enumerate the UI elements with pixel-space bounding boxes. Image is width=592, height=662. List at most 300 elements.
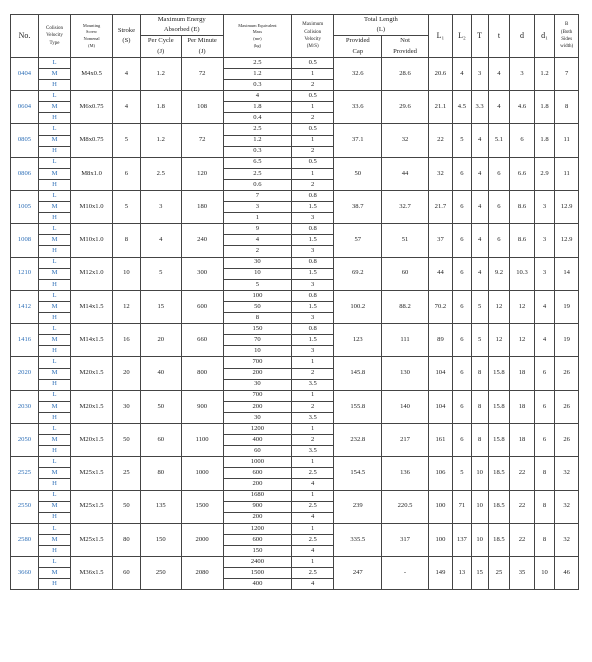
max-colision-velocity: 1.5 <box>292 235 334 246</box>
dim-d1: 6 <box>534 423 554 456</box>
max-colision-velocity: 0.8 <box>292 257 334 268</box>
max-colision-velocity: 1 <box>292 523 334 534</box>
velocity-type: L <box>38 157 70 168</box>
dim-d1: 4 <box>534 290 554 323</box>
table-row <box>11 457 579 468</box>
mounting-screw: M8x0.75 <box>71 124 113 157</box>
stroke: 50 <box>112 423 140 456</box>
velocity-type: M <box>38 135 70 146</box>
mounting-screw: M25x1.5 <box>71 490 113 523</box>
max-colision-velocity: 3 <box>292 213 334 224</box>
dim-t: 9.2 <box>488 257 509 290</box>
dim-d1: 6 <box>534 357 554 390</box>
header-screw: Mounting Screw Nomenal (M) <box>71 15 113 58</box>
length-not-provided: 32.7 <box>382 191 428 224</box>
stroke: 20 <box>112 357 140 390</box>
header-mass: Maximum Equivalent Mass (me) (kg) <box>223 15 292 58</box>
table-row <box>11 390 579 401</box>
mounting-screw: M20x1.5 <box>71 357 113 390</box>
dim-T: 4 <box>471 224 488 257</box>
dim-l1: 106 <box>428 457 453 490</box>
max-equivalent-mass: 900 <box>223 501 292 512</box>
mounting-screw: M12x1.0 <box>71 257 113 290</box>
dim-d: 8.6 <box>510 191 535 224</box>
max-colision-velocity: 1 <box>292 390 334 401</box>
max-equivalent-mass: 150 <box>223 324 292 335</box>
length-provided-cap: 100.2 <box>334 290 382 323</box>
length-not-provided: 140 <box>382 390 428 423</box>
dim-d: 12 <box>510 290 535 323</box>
header-per-minute: Per Minute (J) <box>181 36 223 57</box>
mounting-screw: M8x1.0 <box>71 157 113 190</box>
dim-d: 22 <box>510 523 535 556</box>
max-colision-velocity: 3 <box>292 279 334 290</box>
max-equivalent-mass: 7 <box>223 191 292 202</box>
model-number: 0806 <box>11 157 39 190</box>
energy-per-cycle: 20 <box>140 324 181 357</box>
dim-l2: 137 <box>453 523 471 556</box>
length-provided-cap: 38.7 <box>334 191 382 224</box>
velocity-type: H <box>38 246 70 257</box>
dim-d: 6.6 <box>510 157 535 190</box>
velocity-type: L <box>38 124 70 135</box>
max-equivalent-mass: 700 <box>223 390 292 401</box>
dim-T: 8 <box>471 423 488 456</box>
velocity-type: H <box>38 579 70 590</box>
length-not-provided: - <box>382 557 428 590</box>
header-no: No. <box>11 15 39 58</box>
stroke: 80 <box>112 523 140 556</box>
max-colision-velocity: 2.5 <box>292 501 334 512</box>
dim-l1: 32 <box>428 157 453 190</box>
energy-per-minute: 800 <box>181 357 223 390</box>
dim-l1: 104 <box>428 390 453 423</box>
dim-d1: 4 <box>534 324 554 357</box>
max-equivalent-mass: 50 <box>223 301 292 312</box>
dim-l2: 13 <box>453 557 471 590</box>
length-not-provided: 220.5 <box>382 490 428 523</box>
dim-t: 6 <box>488 191 509 224</box>
max-equivalent-mass: 6.5 <box>223 157 292 168</box>
dim-l2: 6 <box>453 191 471 224</box>
shock-absorber-spec-table <box>10 14 579 590</box>
stroke: 30 <box>112 390 140 423</box>
dim-b: 32 <box>555 457 579 490</box>
energy-per-cycle: 250 <box>140 557 181 590</box>
dim-d1: 3 <box>534 191 554 224</box>
dim-t: 6 <box>488 157 509 190</box>
max-colision-velocity: 1 <box>292 423 334 434</box>
dim-d: 4.6 <box>510 91 535 124</box>
dim-d1: 1.8 <box>534 124 554 157</box>
header-d1: d₁ <box>534 15 554 58</box>
length-provided-cap: 50 <box>334 157 382 190</box>
max-colision-velocity: 1 <box>292 357 334 368</box>
max-equivalent-mass: 1200 <box>223 423 292 434</box>
length-not-provided: 28.6 <box>382 57 428 90</box>
length-not-provided: 130 <box>382 357 428 390</box>
header-type: Colision Velocity Type <box>38 15 70 58</box>
velocity-type: H <box>38 446 70 457</box>
model-number: 1210 <box>11 257 39 290</box>
dim-b: 32 <box>555 523 579 556</box>
dim-T: 10 <box>471 457 488 490</box>
velocity-type: M <box>38 102 70 113</box>
header-per-cycle: Per Cycle (J) <box>140 36 181 57</box>
mounting-screw: M25x1.5 <box>71 523 113 556</box>
velocity-type: M <box>38 301 70 312</box>
max-equivalent-mass: 200 <box>223 512 292 523</box>
dim-l1: 21.1 <box>428 91 453 124</box>
dim-l1: 104 <box>428 357 453 390</box>
length-not-provided: 88.2 <box>382 290 428 323</box>
dim-T: 15 <box>471 557 488 590</box>
max-equivalent-mass: 10 <box>223 346 292 357</box>
max-colision-velocity: 0.8 <box>292 324 334 335</box>
dim-b: 11 <box>555 124 579 157</box>
max-colision-velocity: 2 <box>292 435 334 446</box>
velocity-type: L <box>38 490 70 501</box>
energy-per-cycle: 1.2 <box>140 124 181 157</box>
max-colision-velocity: 0.8 <box>292 191 334 202</box>
length-provided-cap: 57 <box>334 224 382 257</box>
velocity-type: M <box>38 501 70 512</box>
dim-t: 5.1 <box>488 124 509 157</box>
dim-l2: 71 <box>453 490 471 523</box>
max-colision-velocity: 2.5 <box>292 568 334 579</box>
energy-per-cycle: 1.8 <box>140 91 181 124</box>
velocity-type: H <box>38 379 70 390</box>
dim-d1: 1.8 <box>534 91 554 124</box>
max-equivalent-mass: 200 <box>223 479 292 490</box>
max-colision-velocity: 2 <box>292 80 334 91</box>
dim-T: 4 <box>471 191 488 224</box>
dim-l2: 5 <box>453 124 471 157</box>
max-colision-velocity: 1 <box>292 457 334 468</box>
dim-l2: 6 <box>453 224 471 257</box>
stroke: 5 <box>112 124 140 157</box>
dim-l1: 149 <box>428 557 453 590</box>
energy-per-minute: 2080 <box>181 557 223 590</box>
velocity-type: L <box>38 257 70 268</box>
max-colision-velocity: 1.5 <box>292 202 334 213</box>
table-row <box>11 490 579 501</box>
mounting-screw: M20x1.5 <box>71 423 113 456</box>
energy-per-cycle: 3 <box>140 191 181 224</box>
max-colision-velocity: 3.5 <box>292 446 334 457</box>
max-colision-velocity: 2 <box>292 146 334 157</box>
velocity-type: H <box>38 113 70 124</box>
energy-per-minute: 600 <box>181 290 223 323</box>
max-colision-velocity: 4 <box>292 579 334 590</box>
max-equivalent-mass: 60 <box>223 446 292 457</box>
dim-l2: 6 <box>453 290 471 323</box>
energy-per-cycle: 40 <box>140 357 181 390</box>
table-row <box>11 191 579 202</box>
length-provided-cap: 247 <box>334 557 382 590</box>
energy-per-minute: 1000 <box>181 457 223 490</box>
length-not-provided: 217 <box>382 423 428 456</box>
max-equivalent-mass: 2400 <box>223 557 292 568</box>
max-equivalent-mass: 30 <box>223 257 292 268</box>
length-provided-cap: 123 <box>334 324 382 357</box>
model-number: 0805 <box>11 124 39 157</box>
stroke: 5 <box>112 191 140 224</box>
length-provided-cap: 32.6 <box>334 57 382 90</box>
dim-t: 6 <box>488 224 509 257</box>
dim-T: 4 <box>471 157 488 190</box>
energy-per-minute: 108 <box>181 91 223 124</box>
stroke: 4 <box>112 57 140 90</box>
dim-b: 32 <box>555 490 579 523</box>
dim-T: 10 <box>471 523 488 556</box>
max-colision-velocity: 3.5 <box>292 379 334 390</box>
dim-T: 5 <box>471 290 488 323</box>
header-energy: Maximum Energy Absorbed (E) <box>140 15 223 36</box>
energy-per-cycle: 135 <box>140 490 181 523</box>
velocity-type: M <box>38 335 70 346</box>
dim-l2: 4.5 <box>453 91 471 124</box>
max-equivalent-mass: 700 <box>223 357 292 368</box>
table-row <box>11 324 579 335</box>
max-equivalent-mass: 150 <box>223 546 292 557</box>
max-colision-velocity: 2.5 <box>292 534 334 545</box>
max-colision-velocity: 1 <box>292 135 334 146</box>
dim-t: 4 <box>488 57 509 90</box>
velocity-type: M <box>38 468 70 479</box>
dim-t: 15.8 <box>488 390 509 423</box>
max-colision-velocity: 1.5 <box>292 268 334 279</box>
velocity-type: L <box>38 423 70 434</box>
dim-l1: 37 <box>428 224 453 257</box>
energy-per-minute: 120 <box>181 157 223 190</box>
energy-per-minute: 1500 <box>181 490 223 523</box>
max-equivalent-mass: 9 <box>223 224 292 235</box>
velocity-type: M <box>38 534 70 545</box>
mounting-screw: M20x1.5 <box>71 390 113 423</box>
dim-l2: 6 <box>453 324 471 357</box>
max-equivalent-mass: 5 <box>223 279 292 290</box>
max-equivalent-mass: 10 <box>223 268 292 279</box>
dim-b: 7 <box>555 57 579 90</box>
dim-d: 18 <box>510 423 535 456</box>
header-l2: L₂ <box>453 15 471 58</box>
max-equivalent-mass: 30 <box>223 412 292 423</box>
dim-T: 4 <box>471 124 488 157</box>
velocity-type: H <box>38 80 70 91</box>
dim-l2: 5 <box>453 457 471 490</box>
dim-T: 8 <box>471 357 488 390</box>
header-total-length: Total Length (L) <box>334 15 428 36</box>
velocity-type: L <box>38 224 70 235</box>
length-not-provided: 44 <box>382 157 428 190</box>
model-number: 1416 <box>11 324 39 357</box>
table-row <box>11 290 579 301</box>
max-colision-velocity: 0.8 <box>292 224 334 235</box>
dim-d1: 6 <box>534 390 554 423</box>
table-row <box>11 124 579 135</box>
energy-per-cycle: 150 <box>140 523 181 556</box>
dim-d1: 3 <box>534 257 554 290</box>
dim-t: 18.5 <box>488 490 509 523</box>
model-number: 0404 <box>11 57 39 90</box>
velocity-type: H <box>38 146 70 157</box>
max-equivalent-mass: 600 <box>223 534 292 545</box>
velocity-type: M <box>38 235 70 246</box>
velocity-type: L <box>38 357 70 368</box>
velocity-type: H <box>38 313 70 324</box>
max-colision-velocity: 3 <box>292 246 334 257</box>
header-t: t <box>488 15 509 58</box>
table-row <box>11 91 579 102</box>
header-l1: L₁ <box>428 15 453 58</box>
max-colision-velocity: 4 <box>292 479 334 490</box>
mounting-screw: M4x0.5 <box>71 57 113 90</box>
dim-t: 25 <box>488 557 509 590</box>
dim-d: 18 <box>510 390 535 423</box>
energy-per-minute: 240 <box>181 224 223 257</box>
max-colision-velocity: 4 <box>292 546 334 557</box>
stroke: 16 <box>112 324 140 357</box>
dim-d1: 2.9 <box>534 157 554 190</box>
dim-l2: 6 <box>453 423 471 456</box>
max-colision-velocity: 0.5 <box>292 157 334 168</box>
length-provided-cap: 145.8 <box>334 357 382 390</box>
max-equivalent-mass: 8 <box>223 313 292 324</box>
velocity-type: H <box>38 546 70 557</box>
max-equivalent-mass: 0.4 <box>223 113 292 124</box>
stroke: 60 <box>112 557 140 590</box>
dim-b: 26 <box>555 423 579 456</box>
dim-l1: 89 <box>428 324 453 357</box>
dim-d1: 3 <box>534 224 554 257</box>
energy-per-cycle: 5 <box>140 257 181 290</box>
max-colision-velocity: 0.5 <box>292 91 334 102</box>
max-colision-velocity: 1 <box>292 490 334 501</box>
stroke: 8 <box>112 224 140 257</box>
header-T: T <box>471 15 488 58</box>
dim-d1: 8 <box>534 523 554 556</box>
dim-d: 18 <box>510 357 535 390</box>
dim-t: 12 <box>488 324 509 357</box>
max-colision-velocity: 1.5 <box>292 335 334 346</box>
max-equivalent-mass: 1500 <box>223 568 292 579</box>
max-colision-velocity: 1 <box>292 557 334 568</box>
dim-l2: 6 <box>453 390 471 423</box>
max-equivalent-mass: 400 <box>223 579 292 590</box>
dim-b: 19 <box>555 290 579 323</box>
dim-l2: 4 <box>453 57 471 90</box>
mounting-screw: M6x0.75 <box>71 91 113 124</box>
max-colision-velocity: 1 <box>292 168 334 179</box>
max-colision-velocity: 3.5 <box>292 412 334 423</box>
dim-l1: 21.7 <box>428 191 453 224</box>
max-colision-velocity: 1 <box>292 68 334 79</box>
velocity-type: M <box>38 68 70 79</box>
length-not-provided: 29.6 <box>382 91 428 124</box>
max-colision-velocity: 0.8 <box>292 290 334 301</box>
dim-T: 10 <box>471 490 488 523</box>
energy-per-minute: 2000 <box>181 523 223 556</box>
velocity-type: M <box>38 202 70 213</box>
dim-l1: 70.2 <box>428 290 453 323</box>
dim-l2: 6 <box>453 357 471 390</box>
max-colision-velocity: 3 <box>292 313 334 324</box>
header-d: d <box>510 15 535 58</box>
dim-t: 15.8 <box>488 357 509 390</box>
model-number: 1005 <box>11 191 39 224</box>
velocity-type: M <box>38 168 70 179</box>
max-equivalent-mass: 2.5 <box>223 168 292 179</box>
dim-b: 26 <box>555 357 579 390</box>
model-number: 2030 <box>11 390 39 423</box>
max-colision-velocity: 2 <box>292 368 334 379</box>
dim-b: 14 <box>555 257 579 290</box>
dim-b: 12.9 <box>555 191 579 224</box>
mounting-screw: M36x1.5 <box>71 557 113 590</box>
energy-per-cycle: 50 <box>140 390 181 423</box>
dim-l1: 100 <box>428 490 453 523</box>
dim-t: 12 <box>488 290 509 323</box>
table-header <box>11 15 579 58</box>
dim-b: 8 <box>555 91 579 124</box>
table-row <box>11 523 579 534</box>
dim-T: 5 <box>471 324 488 357</box>
length-provided-cap: 154.5 <box>334 457 382 490</box>
dim-d: 22 <box>510 490 535 523</box>
dim-d: 8.6 <box>510 224 535 257</box>
max-colision-velocity: 1 <box>292 102 334 113</box>
max-colision-velocity: 3 <box>292 346 334 357</box>
length-provided-cap: 232.8 <box>334 423 382 456</box>
header-velocity: Maximum Colision Velocity (M/S) <box>292 15 334 58</box>
max-equivalent-mass: 4 <box>223 91 292 102</box>
max-equivalent-mass: 2.5 <box>223 57 292 68</box>
energy-per-minute: 660 <box>181 324 223 357</box>
table-row <box>11 557 579 568</box>
length-provided-cap: 33.6 <box>334 91 382 124</box>
table-row <box>11 57 579 68</box>
dim-d: 35 <box>510 557 535 590</box>
dim-b: 12.9 <box>555 224 579 257</box>
max-equivalent-mass: 0.3 <box>223 80 292 91</box>
model-number: 1008 <box>11 224 39 257</box>
max-equivalent-mass: 100 <box>223 290 292 301</box>
max-equivalent-mass: 0.3 <box>223 146 292 157</box>
max-equivalent-mass: 1200 <box>223 523 292 534</box>
dim-t: 15.8 <box>488 423 509 456</box>
energy-per-cycle: 60 <box>140 423 181 456</box>
length-provided-cap: 239 <box>334 490 382 523</box>
velocity-type: L <box>38 290 70 301</box>
max-equivalent-mass: 1.8 <box>223 102 292 113</box>
velocity-type: M <box>38 368 70 379</box>
max-equivalent-mass: 3 <box>223 202 292 213</box>
max-colision-velocity: 1.5 <box>292 301 334 312</box>
velocity-type: H <box>38 213 70 224</box>
stroke: 10 <box>112 257 140 290</box>
dim-d1: 1.2 <box>534 57 554 90</box>
max-colision-velocity: 2 <box>292 401 334 412</box>
table-row <box>11 157 579 168</box>
dim-t: 18.5 <box>488 523 509 556</box>
mounting-screw: M14x1.5 <box>71 324 113 357</box>
max-equivalent-mass: 1.2 <box>223 68 292 79</box>
dim-l1: 22 <box>428 124 453 157</box>
energy-per-minute: 72 <box>181 57 223 90</box>
table-row <box>11 224 579 235</box>
model-number: 2050 <box>11 423 39 456</box>
